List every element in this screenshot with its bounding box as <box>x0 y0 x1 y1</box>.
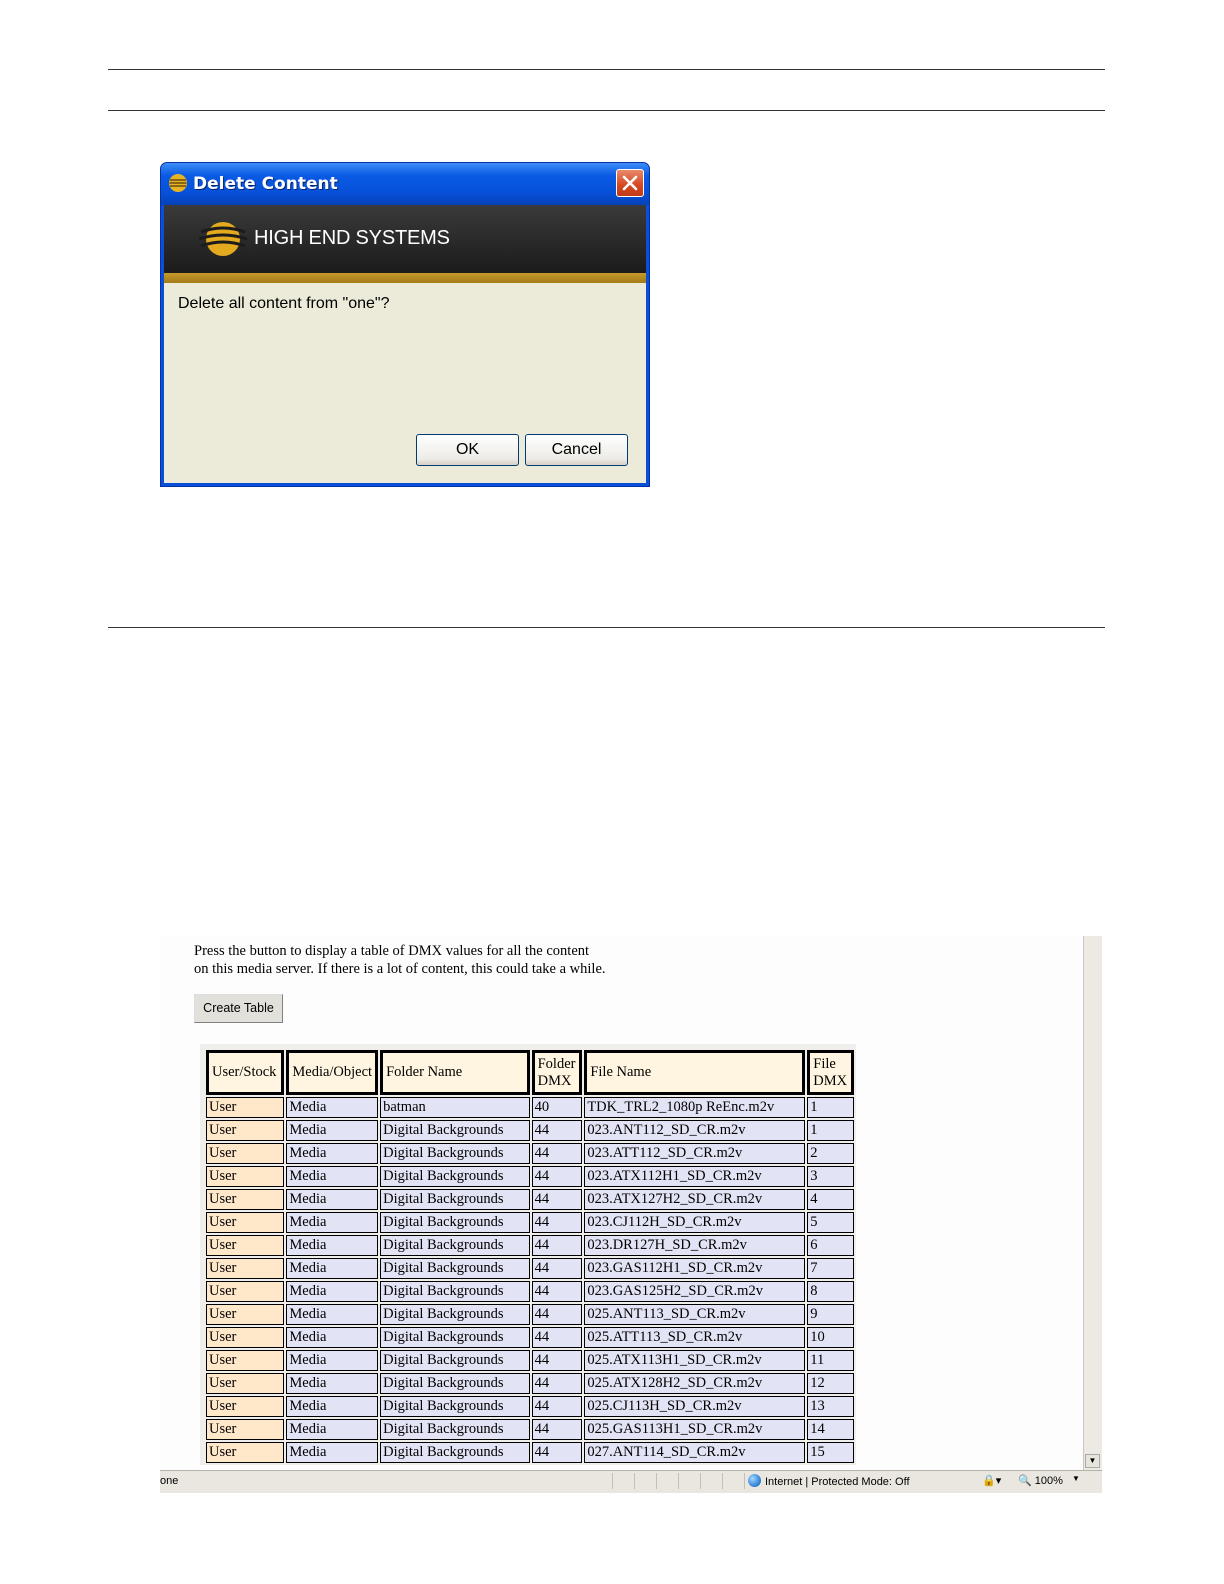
table-cell: Media <box>286 1143 378 1164</box>
table-row <box>206 1373 854 1394</box>
table-row <box>206 1281 854 1302</box>
zoom-dropdown-icon[interactable]: ▼ <box>1072 1474 1080 1483</box>
table-row <box>206 1212 854 1233</box>
dmx-table <box>204 1048 856 1465</box>
header-user-stock: User/Stock <box>206 1050 284 1095</box>
zoom-level[interactable]: 🔍 100% <box>1018 1475 1063 1487</box>
create-table-button[interactable]: Create Table <box>194 994 283 1023</box>
table-cell: User <box>206 1281 284 1302</box>
table-row <box>206 1189 854 1210</box>
table-cell: Media <box>286 1327 378 1348</box>
protected-mode-lock-icon[interactable]: 🔒▾ <box>982 1475 1002 1487</box>
table-cell: 2 <box>807 1143 854 1164</box>
header-media-object: Media/Object <box>286 1050 378 1095</box>
table-cell: 14 <box>807 1419 854 1440</box>
table-cell: 10 <box>807 1327 854 1348</box>
scroll-down-arrow-icon[interactable]: ▼ <box>1085 1454 1100 1468</box>
table-cell: batman <box>380 1097 530 1118</box>
table-cell: Digital Backgrounds <box>380 1373 530 1394</box>
table-cell: 15 <box>807 1442 854 1463</box>
gold-divider <box>164 273 646 283</box>
table-cell: 44 <box>532 1327 583 1348</box>
table-cell: 025.CJ113H_SD_CR.m2v <box>584 1396 805 1417</box>
table-cell: Media <box>286 1350 378 1371</box>
table-cell: Media <box>286 1281 378 1302</box>
security-zone[interactable] <box>748 1474 910 1488</box>
delete-content-dialog <box>160 162 650 487</box>
table-cell: 40 <box>532 1097 583 1118</box>
table-cell: Media <box>286 1120 378 1141</box>
table-header-row <box>206 1050 854 1095</box>
zoom-text: 100% <box>1034 1475 1063 1487</box>
table-cell: Digital Backgrounds <box>380 1258 530 1279</box>
table-cell: 023.GAS112H1_SD_CR.m2v <box>584 1258 805 1279</box>
table-cell: User <box>206 1120 284 1141</box>
table-cell: User <box>206 1304 284 1325</box>
table-cell: 025.ATX113H1_SD_CR.m2v <box>584 1350 805 1371</box>
table-row <box>206 1396 854 1417</box>
table-cell: 027.ANT114_SD_CR.m2v <box>584 1442 805 1463</box>
table-cell: 9 <box>807 1304 854 1325</box>
table-cell: 8 <box>807 1281 854 1302</box>
table-cell: 023.ANT112_SD_CR.m2v <box>584 1120 805 1141</box>
table-row <box>206 1327 854 1348</box>
table-cell: Media <box>286 1212 378 1233</box>
dmx-table-container <box>200 1044 856 1465</box>
table-cell: User <box>206 1442 284 1463</box>
table-cell: Digital Backgrounds <box>380 1166 530 1187</box>
table-cell: Digital Backgrounds <box>380 1143 530 1164</box>
ok-button[interactable]: OK <box>416 434 519 466</box>
table-cell: User <box>206 1212 284 1233</box>
table-cell: 44 <box>532 1189 583 1210</box>
brand-name: HIGH END SYSTEMS <box>254 227 450 249</box>
table-cell: 023.ATT112_SD_CR.m2v <box>584 1143 805 1164</box>
intro-line-1: Press the button to display a table of DMX values for all the content <box>194 943 590 959</box>
table-cell: 1 <box>807 1097 854 1118</box>
table-cell: Media <box>286 1373 378 1394</box>
table-cell: 44 <box>532 1350 583 1371</box>
table-cell: Digital Backgrounds <box>380 1281 530 1302</box>
brand-banner <box>164 205 646 273</box>
table-cell: User <box>206 1258 284 1279</box>
header-folder-dmx: Folder DMX <box>532 1050 583 1095</box>
table-cell: 44 <box>532 1396 583 1417</box>
table-cell: 025.GAS113H1_SD_CR.m2v <box>584 1419 805 1440</box>
table-cell: Digital Backgrounds <box>380 1212 530 1233</box>
table-cell: 023.ATX127H2_SD_CR.m2v <box>584 1189 805 1210</box>
cancel-button[interactable]: Cancel <box>525 434 628 466</box>
table-cell: 7 <box>807 1258 854 1279</box>
header-file-dmx: File DMX <box>807 1050 854 1095</box>
page-rule-top <box>108 69 1105 70</box>
close-button[interactable] <box>616 169 644 197</box>
dialog-titlebar[interactable] <box>161 163 649 205</box>
table-row <box>206 1442 854 1463</box>
table-cell: 44 <box>532 1419 583 1440</box>
status-bar <box>160 1470 1102 1493</box>
table-cell: 025.ATX128H2_SD_CR.m2v <box>584 1373 805 1394</box>
table-cell: Digital Backgrounds <box>380 1442 530 1463</box>
hes-logo-icon <box>168 173 188 193</box>
table-cell: Digital Backgrounds <box>380 1327 530 1348</box>
dialog-title: Delete Content <box>193 174 338 194</box>
table-cell: User <box>206 1327 284 1348</box>
table-cell: User <box>206 1143 284 1164</box>
table-row <box>206 1304 854 1325</box>
table-cell: Digital Backgrounds <box>380 1396 530 1417</box>
table-cell: Digital Backgrounds <box>380 1350 530 1371</box>
table-cell: 023.CJ112H_SD_CR.m2v <box>584 1212 805 1233</box>
table-cell: 3 <box>807 1166 854 1187</box>
table-cell: User <box>206 1350 284 1371</box>
table-cell: Media <box>286 1396 378 1417</box>
dialog-body <box>164 205 646 483</box>
table-cell: 4 <box>807 1189 854 1210</box>
table-row <box>206 1120 854 1141</box>
table-row <box>206 1258 854 1279</box>
table-row <box>206 1166 854 1187</box>
table-cell: Media <box>286 1189 378 1210</box>
table-cell: 44 <box>532 1235 583 1256</box>
table-cell: 1 <box>807 1120 854 1141</box>
table-cell: 025.ATT113_SD_CR.m2v <box>584 1327 805 1348</box>
table-row <box>206 1097 854 1118</box>
close-icon <box>622 175 638 191</box>
table-cell: Digital Backgrounds <box>380 1304 530 1325</box>
table-cell: User <box>206 1419 284 1440</box>
table-cell: Digital Backgrounds <box>380 1189 530 1210</box>
globe-icon <box>748 1474 761 1487</box>
table-cell: Media <box>286 1442 378 1463</box>
table-cell: Media <box>286 1097 378 1118</box>
table-cell: 44 <box>532 1373 583 1394</box>
table-cell: TDK_TRL2_1080p ReEnc.m2v <box>584 1097 805 1118</box>
status-panels <box>612 1473 748 1489</box>
intro-text <box>194 942 606 978</box>
table-cell: 44 <box>532 1166 583 1187</box>
table-cell: 6 <box>807 1235 854 1256</box>
table-cell: User <box>206 1396 284 1417</box>
dialog-message: Delete all content from "one"? <box>178 295 390 312</box>
status-text: one <box>160 1475 179 1487</box>
table-cell: Media <box>286 1235 378 1256</box>
table-cell: 023.GAS125H2_SD_CR.m2v <box>584 1281 805 1302</box>
table-cell: User <box>206 1097 284 1118</box>
intro-line-2: on this media server. If there is a lot of content, this could take a while. <box>194 961 606 977</box>
table-cell: Digital Backgrounds <box>380 1235 530 1256</box>
table-cell: 12 <box>807 1373 854 1394</box>
table-cell: 11 <box>807 1350 854 1371</box>
table-row <box>206 1419 854 1440</box>
table-cell: 5 <box>807 1212 854 1233</box>
table-cell: 025.ANT113_SD_CR.m2v <box>584 1304 805 1325</box>
table-cell: User <box>206 1189 284 1210</box>
table-row <box>206 1350 854 1371</box>
table-cell: 13 <box>807 1396 854 1417</box>
table-cell: 44 <box>532 1120 583 1141</box>
table-cell: Media <box>286 1419 378 1440</box>
vertical-scrollbar[interactable] <box>1083 936 1102 1470</box>
table-row <box>206 1235 854 1256</box>
table-cell: Digital Backgrounds <box>380 1120 530 1141</box>
table-cell: 44 <box>532 1304 583 1325</box>
table-cell: 44 <box>532 1258 583 1279</box>
header-file-name: File Name <box>584 1050 805 1095</box>
hes-globe-logo-icon <box>197 219 249 259</box>
table-cell: Media <box>286 1304 378 1325</box>
page-rule-second <box>108 110 1105 111</box>
zone-text: Internet | Protected Mode: Off <box>765 1476 910 1488</box>
page-rule-third <box>108 627 1105 628</box>
table-cell: User <box>206 1235 284 1256</box>
header-folder-name: Folder Name <box>380 1050 530 1095</box>
table-cell: 44 <box>532 1212 583 1233</box>
table-cell: User <box>206 1373 284 1394</box>
table-cell: Media <box>286 1258 378 1279</box>
browser-window <box>160 936 1102 1493</box>
table-cell: 44 <box>532 1442 583 1463</box>
table-cell: Media <box>286 1166 378 1187</box>
table-cell: User <box>206 1166 284 1187</box>
table-row <box>206 1143 854 1164</box>
table-cell: Digital Backgrounds <box>380 1419 530 1440</box>
table-cell: 023.DR127H_SD_CR.m2v <box>584 1235 805 1256</box>
table-cell: 023.ATX112H1_SD_CR.m2v <box>584 1166 805 1187</box>
dmx-table-body <box>206 1097 854 1463</box>
table-cell: 44 <box>532 1281 583 1302</box>
table-cell: 44 <box>532 1143 583 1164</box>
